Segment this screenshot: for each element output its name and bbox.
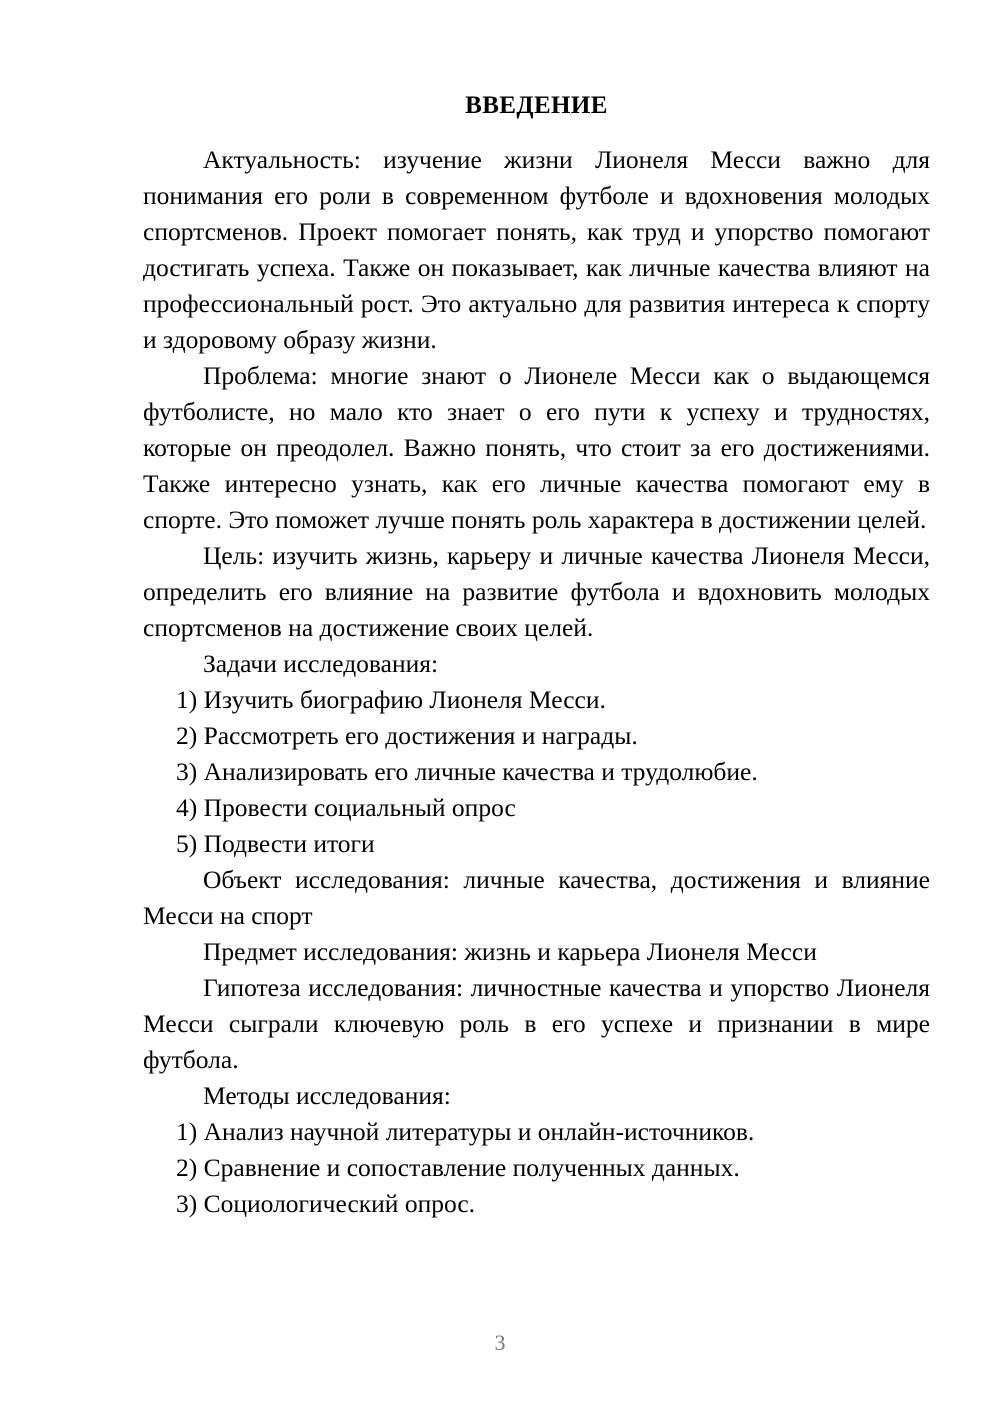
document-blocks: [143, 142, 930, 1222]
task-item-2: 2) Рассмотреть его достижения и награды.: [176, 721, 638, 750]
task-item-3: 3) Анализировать его личные качества и трудолюбие.: [176, 757, 758, 786]
paragraph-problem: Проблема: многие знают о Лионеле Месси как о выдающемся футболисте, но мало кто знает о его пути к успеху и трудностях, которые он преодолел. Важно понять, что стоит за его достижениями. Также интересно узнать, как его личные качества помогают ему в спорте. Это поможет лучше понять роль характера в достижении целей.: [143, 361, 930, 534]
heading-research-tasks: Задачи исследования:: [203, 649, 439, 678]
paragraph-object: Объект исследования: личные качества, достижения и влияние Месси на спорт: [143, 865, 930, 930]
task-item-1: 1) Изучить биографию Лионеля Месси.: [176, 685, 606, 714]
task-item-5: 5) Подвести итоги: [176, 829, 375, 858]
paragraph-relevance: Актуальность: изучение жизни Лионеля Месси важно для понимания его роли в современном футболе и вдохновения молодых спортсменов. Проект помогает понять, как труд и упорство помогают достигать успеха. Также он показывает, как личные качества влияют на профессиональный рост. Это актуально для развития интереса к спорту и здоровому образу жизни.: [143, 145, 930, 354]
method-item-1: 1) Анализ научной литературы и онлайн-источников.: [176, 1117, 755, 1146]
page-title: ВВЕДЕНИЕ: [465, 92, 608, 119]
paragraph-hypothesis: Гипотеза исследования: личностные качества и упорство Лионеля Месси сыграли ключевую роль в его успехе и признании в мире футбола.: [143, 973, 930, 1074]
paragraph-goal: Цель: изучить жизнь, карьеру и личные качества Лионеля Месси, определить его влияние на развитие футбола и вдохновить молодых спортсменов на достижение своих целей.: [143, 541, 930, 642]
task-item-4: 4) Провести социальный опрос: [176, 793, 516, 822]
page-number: 3: [494, 1330, 506, 1355]
method-item-2: 2) Сравнение и сопоставление полученных данных.: [176, 1153, 740, 1182]
document-body: [143, 88, 930, 1222]
paragraph-subject: Предмет исследования: жизнь и карьера Лионеля Месси: [203, 937, 817, 966]
method-item-3: 3) Социологический опрос.: [176, 1189, 476, 1218]
heading-research-methods: Методы исследования:: [203, 1081, 451, 1110]
